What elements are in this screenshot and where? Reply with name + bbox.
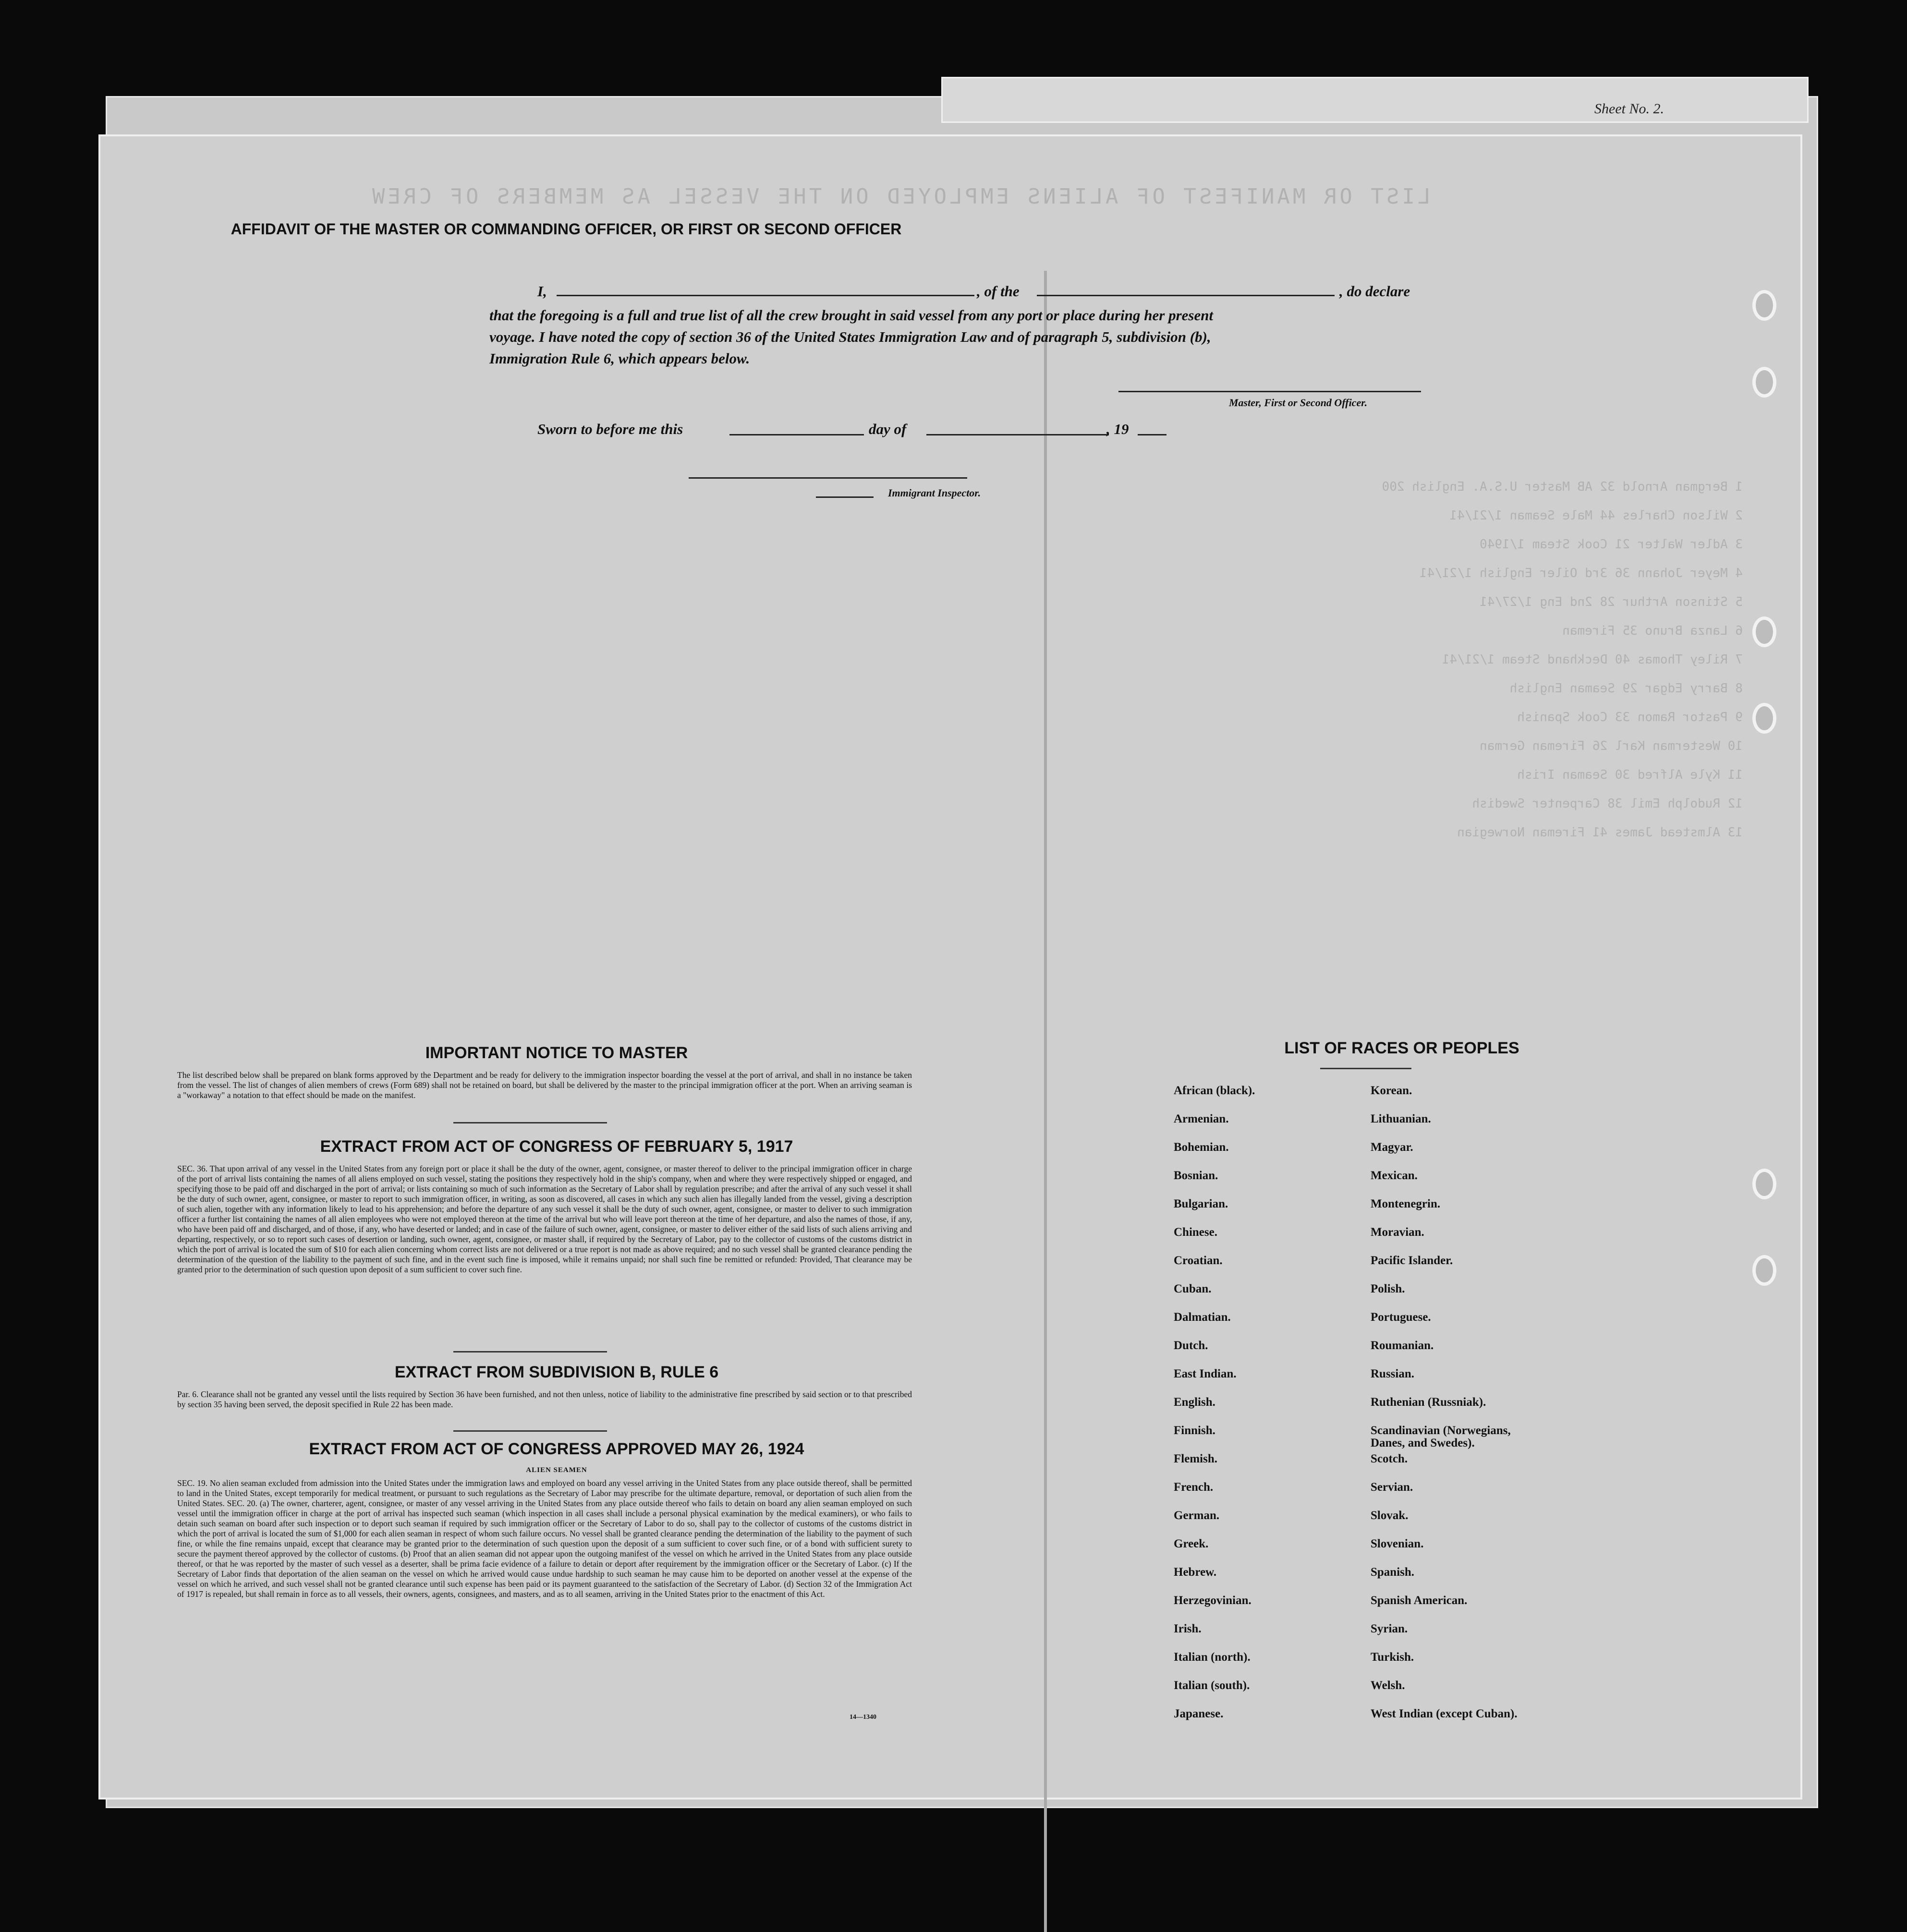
race-item: Portuguese. xyxy=(1371,1311,1431,1324)
affidavit-body-line2: voyage. I have noted the copy of section 36 of the United States Immigration Law and of paragraph 5, subdivision (b), xyxy=(489,328,1211,345)
bleed-through-columns: 1 Bergman Arnold 32 AB Master U.S.A. English 200 2 Wilson Charles 44 Male Seaman 1/21/41 3 Adler Walter 21 Cook Steam 1/1940 4 Meyer Johann 36 3rd Oiler English 1/21/41 5 Stinson Arthur 28 2nd Eng 1/27/41 6 Lanza Bruno 35 Fireman 7 Riley Thomas 40 Deckhand Steam 1/21/41 8 Barry Edgar 29 Seaman English 9 Pastor Ramon 33 Cook Spanish 10 Westerman Karl 26 Fireman German 11 Kyle Alfred 30 Seaman Irish 12 Rudolph Emil 38 Carpenter Swedish 13 Almstead James 41 Fireman Norwegian xyxy=(1382,480,1743,840)
race-item: Dutch. xyxy=(1174,1339,1208,1352)
race-item: Slovenian. xyxy=(1371,1537,1424,1550)
race-item: Russian. xyxy=(1371,1367,1415,1380)
affidavit-title: AFFIDAVIT OF THE MASTER OR COMMANDING OFFICER, OR FIRST OR SECOND OFFICER xyxy=(231,220,902,238)
extract-1924-title: EXTRACT FROM ACT OF CONGRESS APPROVED MAY 26, 1924 xyxy=(309,1440,804,1458)
signature-line xyxy=(1118,391,1421,392)
punch-hole xyxy=(1752,703,1776,734)
race-item: Syrian. xyxy=(1371,1622,1408,1635)
extract-1917-divider xyxy=(453,1351,607,1352)
race-item: Servian. xyxy=(1371,1481,1413,1494)
notice-text: The list described below shall be prepared on blank forms approved by the Department and be ready for delivery to the immigration inspector boarding the vessel at the port of arrival, and shall in no instance be taken from the vessel. The list of changes of alien members of crews (Form 689) shall not be retained on board, but shall be delivered by the master to the principal immigration officer at the port. When an arriving seaman is a "workaway" a notation to that effect should be made on the manifest. xyxy=(177,1070,912,1100)
race-item: Chinese. xyxy=(1174,1226,1217,1239)
extract-1917-title: EXTRACT FROM ACT OF CONGRESS OF FEBRUARY 5, 1917 xyxy=(320,1137,793,1156)
extract-rule6-text: Par. 6. Clearance shall not be granted any vessel until the lists required by Section 36 have been furnished, and not then unless, notice of liability to the administrative fine prescribed by said section or to that prescribed by section 35 having been served, the deposit specified in Rule 22 has been made. xyxy=(177,1389,912,1409)
race-item: West Indian (except Cuban). xyxy=(1371,1707,1518,1720)
race-item: Lithuanian. xyxy=(1371,1112,1431,1125)
race-item: Polish. xyxy=(1371,1282,1405,1295)
extract-1917-text: SEC. 36. That upon arrival of any vessel in the United States from any foreign port or place it shall be the duty of the owner, agent, consignee, or master thereof to deliver to the principal immigration officer in charge of the port of arrival lists containing the names of all aliens employed on such vessel, stating the positions they respectively hold in the ship's company, when and where they were respectively shipped or engaged, and specifying those to be paid off and discharged in the port of arrival; or lists containing so much of such information as the Secretary of Labor shall by regulation prescribe; and after the arrival of any such vessel it shall be the duty of such owner, agent, consignee, or master to report to such immigration officer, in writing, as soon as discovered, all cases in which any such alien has illegally landed from the vessel, giving a description of such alien, together with any information likely to lead to his apprehension; and before the departure of any such vessel it shall be the duty of such owner, agent, consignee, or master to deliver to such immigration officer a further list containing the names of all alien employees who were not employed thereon at the time of the arrival but who will leave port thereon at the time of her departure, and also the names of those, if any, who have been paid off and discharged, and of those, if any, who have deserted or landed; and in case of the failure of such owner, agent, consignee, or master to deliver either of the said lists of such aliens arriving and departing, respectively, or so to report such cases of desertion or landing, such owner, agent, consignee, or master shall, if required by the Secretary of Labor, pay to the collector of customs of the customs district in which the port of arrival is located the sum of $10 for each alien concerning whom correct lists are not delivered or a true report is not made as above required; and no such vessel shall be granted clearance pending the determination of the question of the liability to the payment of such fine, and in the event such fine is imposed, while it remains unpaid; nor shall such fine be remitted or refunded: Provided, That clearance may be granted prior to the determination of such question upon deposit of a sum sufficient to cover such fine. xyxy=(177,1164,912,1274)
manifest-back-page xyxy=(98,134,1802,1799)
punch-hole xyxy=(1752,290,1776,321)
day-of-label: day of xyxy=(869,421,907,437)
race-item: Cuban. xyxy=(1174,1282,1212,1295)
vessel-blank xyxy=(1037,295,1335,296)
race-item: Dalmatian. xyxy=(1174,1311,1231,1324)
punch-hole xyxy=(1752,1255,1776,1286)
race-item: Spanish. xyxy=(1371,1566,1415,1579)
race-item: Pacific Islander. xyxy=(1371,1254,1453,1267)
race-item: Slovak. xyxy=(1371,1509,1409,1522)
extract-rule6-title: EXTRACT FROM SUBDIVISION B, RULE 6 xyxy=(394,1363,719,1381)
race-item: English. xyxy=(1174,1396,1215,1409)
affidavit-do-declare: , do declare xyxy=(1339,283,1410,300)
race-item: Spanish American. xyxy=(1371,1594,1468,1607)
extract-1924-text: SEC. 19. No alien seaman excluded from admission into the United States under the immigration laws and employed on board any vessel arriving in the United States from any place outside thereof, shall be permitted to land in the United States, except temporarily for medical treatment, or pursuant to such regulations as the Secretary of Labor may prescribe for the ultimate departure, removal, or deportation of such alien from the United States. SEC. 20. (a) The owner, charterer, agent, consignee, or master of any vessel arriving in the United States from any place outside thereof who fails to detain on board any alien seaman employed on such vessel until the immigration officer in charge at the port of arrival has inspected such seaman (which inspection in all cases shall include a personal physical examination by the medical examiners), or who fails to detain such seaman on board after such inspection or to deport such seaman if required by such immigration officer or the Secretary of Labor to do so, shall pay to the collector of customs of the customs district in which the port of arrival is located the sum of $1,000 for each alien seaman in respect of whom such failure occurs. No vessel shall be granted clearance pending the determination of the liability to the payment of such fine, or while the fine remains unpaid, except that clearance may be granted prior to the determination of such question upon the deposit of a sum sufficient to cover such fine, or of a bond with sufficient surety to secure the payment thereof approved by the collector of customs. (b) Proof that an alien seaman did not appear upon the outgoing manifest of the vessel on which he arrived in the United States from any place outside thereof, or that he was reported by the master of such vessel as a deserter, shall be prima facie evidence of a failure to detain or deport after requirement by the immigration officer or the Secretary of Labor. (c) If the Secretary of Labor finds that deportation of the alien seaman on the vessel on which he arrived would cause undue hardship to such seaman he may cause him to be deported on another vessel at the expense of the vessel on which he arrived, and such vessel shall not be granted clearance until such expense has been paid or its payment guaranteed to the satisfaction of the Secretary of Labor. (d) Section 32 of the Immigration Act of 1917 is repealed, but shall remain in force as to all vessels, their owners, agents, consignees, and masters, and as to all seamen, arriving in the United States prior to the enactment of this Act. xyxy=(177,1478,912,1599)
form-number: 14—1340 xyxy=(850,1714,876,1721)
extract-1924-subtitle: ALIEN SEAMEN xyxy=(526,1466,587,1474)
race-item: German. xyxy=(1174,1509,1220,1522)
notice-title: IMPORTANT NOTICE TO MASTER xyxy=(425,1044,688,1062)
punch-hole xyxy=(1752,1169,1776,1199)
notice-divider xyxy=(453,1122,607,1123)
extract-rule6-divider xyxy=(453,1430,607,1432)
sworn-day-blank xyxy=(729,434,864,435)
inspector-caption: Immigrant Inspector. xyxy=(888,487,981,499)
punch-hole xyxy=(1752,367,1776,398)
affidavit-of-the-label: , of the xyxy=(977,283,1020,300)
race-item: Magyar. xyxy=(1371,1141,1413,1154)
race-item: Roumanian. xyxy=(1371,1339,1434,1352)
race-item: African (black). xyxy=(1174,1084,1255,1097)
races-title-underline xyxy=(1320,1068,1411,1069)
race-item: Hebrew. xyxy=(1174,1566,1217,1579)
race-item: Italian (north). xyxy=(1174,1651,1251,1664)
year-label: , 19 xyxy=(1106,421,1129,437)
race-item: Bohemian. xyxy=(1174,1141,1229,1154)
race-item: Bosnian. xyxy=(1174,1169,1218,1182)
race-item: Scotch. xyxy=(1371,1452,1408,1465)
sworn-label: Sworn to before me this xyxy=(537,421,683,437)
race-item: Welsh. xyxy=(1371,1679,1405,1692)
race-item: Moravian. xyxy=(1371,1226,1424,1239)
bleed-through-heading: LIST OR MANIFEST OF ALIENS EMPLOYED ON THE VESSEL AS MEMBERS OF CREW xyxy=(369,184,1431,209)
inspector-short-line xyxy=(816,496,874,498)
top-tab-sheet xyxy=(941,77,1809,123)
race-item: Scandinavian (Norwegians, Danes, and Swedes). xyxy=(1371,1424,1511,1449)
race-item: Korean. xyxy=(1371,1084,1412,1097)
sworn-year-blank xyxy=(1138,434,1166,435)
race-item: Finnish. xyxy=(1174,1424,1215,1437)
affidavit-body-line3: Immigration Rule 6, which appears below. xyxy=(489,350,750,367)
sworn-month-blank xyxy=(926,434,1109,435)
races-right-column xyxy=(1371,1085,1518,1736)
sheet-number: Sheet No. 2. xyxy=(1594,101,1664,117)
race-item: Montenegrin. xyxy=(1371,1197,1441,1210)
race-item: Italian (south). xyxy=(1174,1679,1250,1692)
race-item: Irish. xyxy=(1174,1622,1202,1635)
inspector-signature-line xyxy=(689,477,967,479)
affidavit-body-line1: that the foregoing is a full and true list of all the crew brought in said vessel from any port or place during her present xyxy=(489,307,1214,324)
race-item: Croatian. xyxy=(1174,1254,1223,1267)
race-item: Ruthenian (Russniak). xyxy=(1371,1396,1486,1409)
name-blank xyxy=(557,295,974,296)
race-item: Japanese. xyxy=(1174,1707,1224,1720)
races-title: LIST OF RACES OR PEOPLES xyxy=(1284,1039,1519,1057)
race-item: Armenian. xyxy=(1174,1112,1229,1125)
race-item: Bulgarian. xyxy=(1174,1197,1228,1210)
race-item: Greek. xyxy=(1174,1537,1209,1550)
races-left-column xyxy=(1174,1085,1255,1736)
race-item: Turkish. xyxy=(1371,1651,1414,1664)
race-item: Herzegovinian. xyxy=(1174,1594,1251,1607)
race-item: Flemish. xyxy=(1174,1452,1217,1465)
signature-caption: Master, First or Second Officer. xyxy=(1229,397,1368,409)
affidavit-i-label: I, xyxy=(537,283,547,300)
race-item: Mexican. xyxy=(1371,1169,1418,1182)
race-item: French. xyxy=(1174,1481,1214,1494)
race-item: East Indian. xyxy=(1174,1367,1237,1380)
punch-hole xyxy=(1752,616,1776,647)
